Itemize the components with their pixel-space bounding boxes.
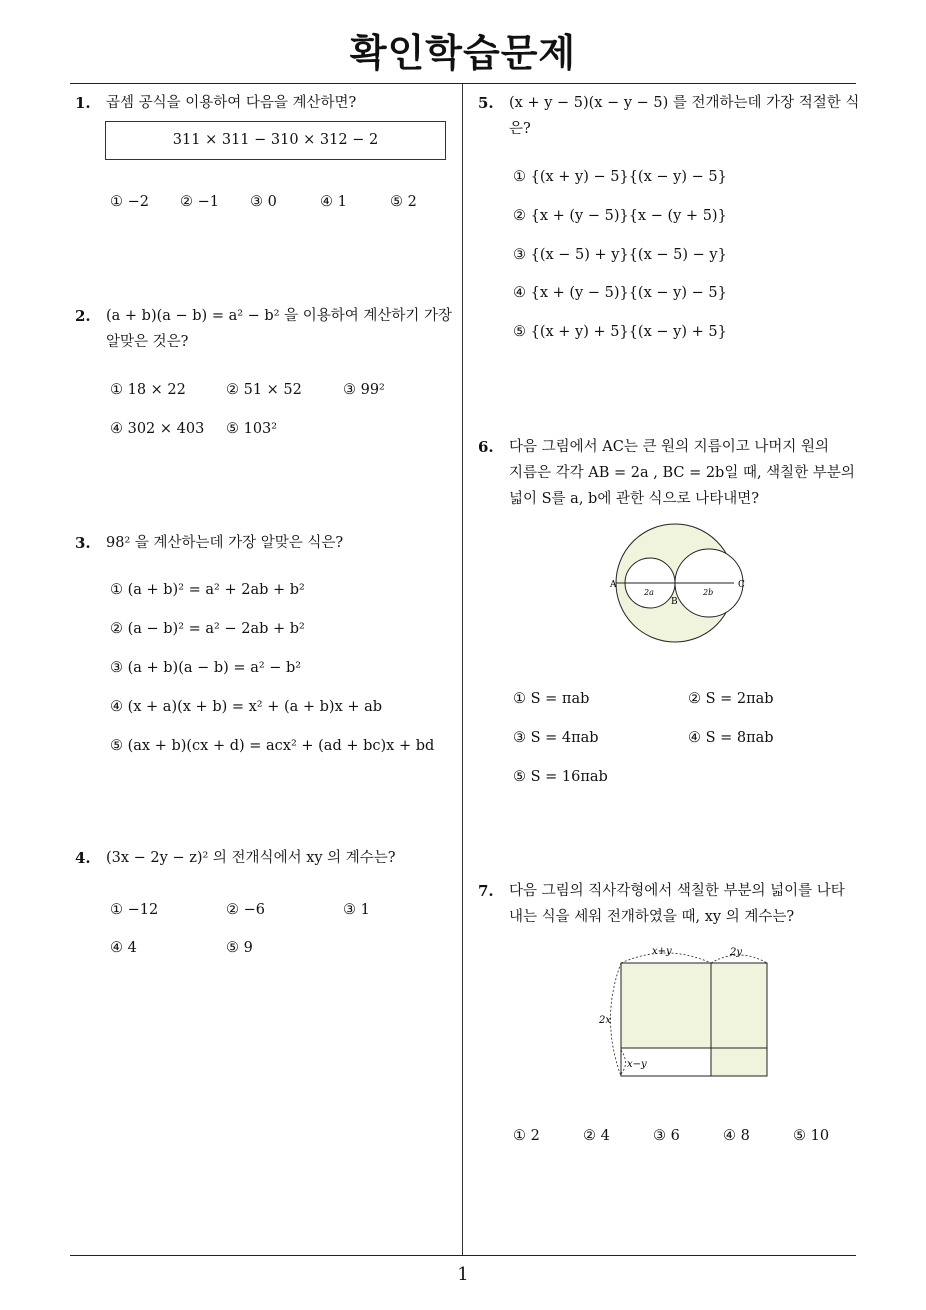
option-1[interactable]: ① −2: [110, 194, 149, 210]
option-3[interactable]: ③ 0: [250, 194, 277, 210]
question-number: 4.: [75, 849, 91, 867]
question-7: [478, 878, 863, 930]
question-text: (3x − 2y − z)² 의 전개식에서 xy 의 계수는?: [106, 850, 396, 866]
option-2[interactable]: ② {x + (y − 5)}{x − (y + 5)}: [513, 208, 727, 224]
question-text: 곱셈 공식을 이용하여 다음을 계산하면?: [106, 95, 357, 111]
page-number: 1: [457, 1264, 469, 1285]
question-text-line-1: 다음 그림에서 AC는 큰 원의 지름이고 나머지 원의: [509, 439, 829, 455]
option-1[interactable]: ① {(x + y) − 5}{(x − y) − 5}: [513, 169, 727, 185]
option-4[interactable]: ④ 4: [110, 940, 137, 956]
option-4[interactable]: ④ 1: [320, 194, 347, 210]
question-6: [478, 434, 863, 512]
option-4[interactable]: ④ 302 × 403: [110, 421, 205, 437]
circles-figure: [608, 520, 758, 650]
question-text-line-2: 은?: [509, 121, 531, 137]
option-3[interactable]: ③ 99²: [343, 382, 385, 398]
option-5[interactable]: ⑤ 10: [793, 1128, 830, 1144]
option-4[interactable]: ④ {x + (y − 5)}{(x − y) − 5}: [513, 285, 727, 301]
option-5[interactable]: ⑤ 103²: [226, 421, 278, 437]
option-4[interactable]: ④ (x + a)(x + b) = x² + (a + b)x + ab: [110, 699, 383, 715]
question-text-line-2: 지름은 각각 AB = 2a , BC = 2b일 때, 색칠한 부분의: [509, 465, 855, 481]
question-4: [75, 845, 460, 871]
option-5[interactable]: ⑤ {(x + y) + 5}{(x − y) + 5}: [513, 324, 727, 340]
question-text-line-1: (a + b)(a − b) = a² − b² 을 이용하여 계산하기 가장: [106, 308, 453, 324]
question-number: 7.: [478, 882, 494, 900]
question-text-line-1: (x + y − 5)(x − y − 5) 를 전개하는데 가장 적절한 식: [509, 95, 860, 111]
question-1: [75, 90, 455, 116]
label-2b: 2b: [703, 588, 714, 597]
option-3[interactable]: ③ 6: [653, 1128, 680, 1144]
option-5[interactable]: ⑤ 9: [226, 940, 253, 956]
top-rule: [70, 83, 856, 84]
question-number: 3.: [75, 534, 91, 552]
label-bottom: x−y: [627, 1059, 647, 1070]
option-2[interactable]: ② S = 2πab: [688, 691, 774, 707]
label-a: A: [610, 580, 617, 590]
question-5: [478, 90, 863, 142]
question-text: 98² 을 계산하는데 가장 알맞은 식은?: [106, 535, 344, 551]
label-top-right: 2y: [730, 947, 743, 958]
option-1[interactable]: ① 2: [513, 1128, 540, 1144]
option-2[interactable]: ② 51 × 52: [226, 382, 302, 398]
option-2[interactable]: ② (a − b)² = a² − 2ab + b²: [110, 621, 305, 637]
option-5[interactable]: ⑤ S = 16πab: [513, 769, 608, 785]
question-2: [75, 303, 460, 355]
question-number: 6.: [478, 438, 494, 456]
option-5[interactable]: ⑤ 2: [390, 194, 417, 210]
label-2a: 2a: [644, 588, 654, 597]
option-2[interactable]: ② 4: [583, 1128, 610, 1144]
option-2[interactable]: ② −1: [180, 194, 219, 210]
question-number: 1.: [75, 94, 91, 112]
option-1[interactable]: ① 18 × 22: [110, 382, 186, 398]
option-2[interactable]: ② −6: [226, 902, 265, 918]
question-text-line-1: 다음 그림의 직사각형에서 색칠한 부분의 넓이를 나타: [509, 883, 845, 899]
bottom-rule: [70, 1255, 856, 1256]
column-divider: [462, 84, 463, 1256]
option-4[interactable]: ④ 8: [723, 1128, 750, 1144]
label-side: 2x: [599, 1015, 612, 1026]
option-1[interactable]: ① S = πab: [513, 691, 590, 707]
question-3: [75, 530, 460, 556]
question-number: 5.: [478, 94, 494, 112]
question-text-line-2: 내는 식을 세워 전개하였을 때, xy 의 계수는?: [509, 909, 795, 925]
label-c: C: [738, 580, 745, 590]
option-1[interactable]: ① −12: [110, 902, 159, 918]
rectangle-figure: [590, 938, 780, 1083]
question-number: 2.: [75, 307, 91, 325]
option-1[interactable]: ① (a + b)² = a² + 2ab + b²: [110, 582, 305, 598]
question-text-line-2: 알맞은 것은?: [106, 334, 189, 350]
option-4[interactable]: ④ S = 8πab: [688, 730, 774, 746]
expression-box: 311 × 311 − 310 × 312 − 2: [105, 121, 446, 160]
label-top-left: x+y: [652, 946, 672, 957]
option-3[interactable]: ③ {(x − 5) + y}{(x − 5) − y}: [513, 247, 727, 263]
question-text-line-3: 넓이 S를 a, b에 관한 식으로 나타내면?: [509, 491, 759, 507]
option-5[interactable]: ⑤ (ax + b)(cx + d) = acx² + (ad + bc)x + bd: [110, 738, 435, 754]
option-3[interactable]: ③ (a + b)(a − b) = a² − b²: [110, 660, 302, 676]
option-3[interactable]: ③ 1: [343, 902, 370, 918]
page-title: 확인학습문제: [349, 31, 577, 75]
option-3[interactable]: ③ S = 4πab: [513, 730, 599, 746]
label-b: B: [671, 597, 678, 607]
